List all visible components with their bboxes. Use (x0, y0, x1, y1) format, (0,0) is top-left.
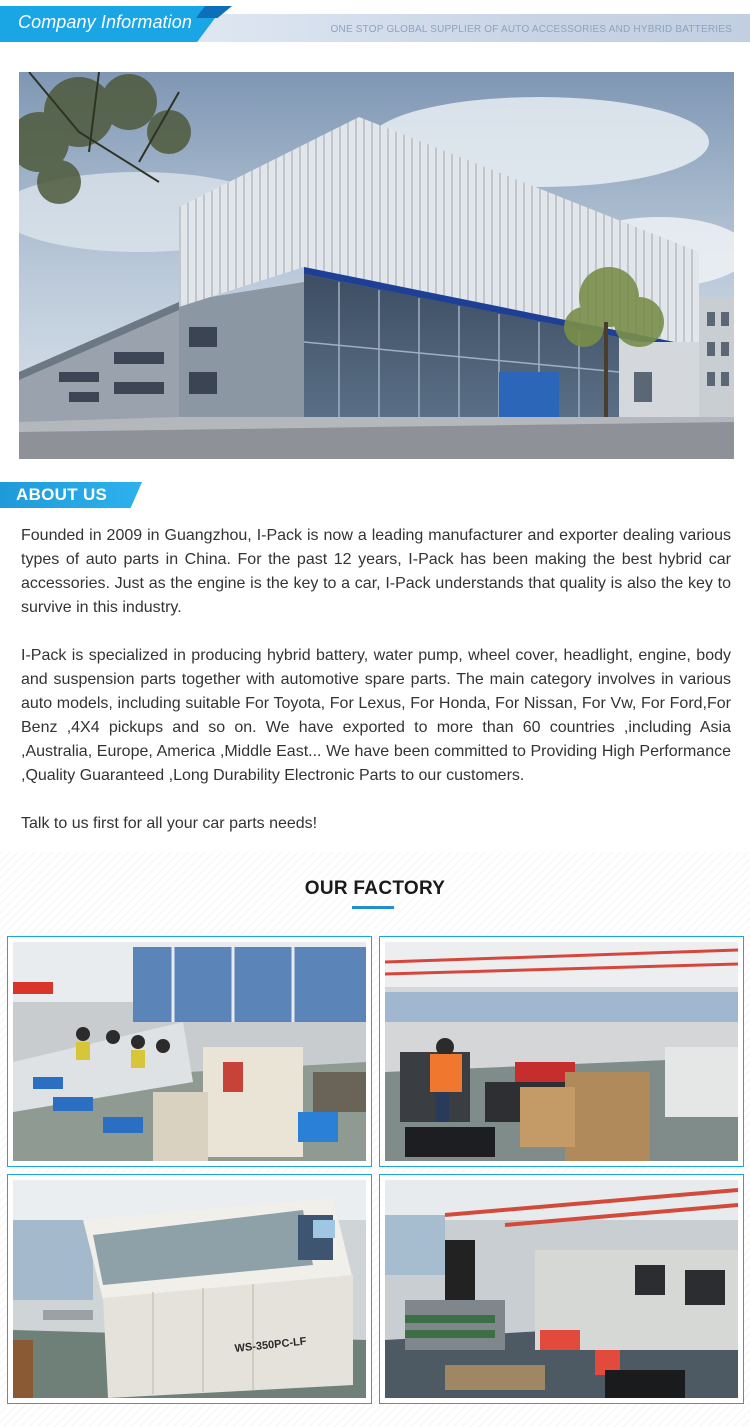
section-header (0, 0, 750, 48)
factory-title-underline (352, 906, 394, 909)
about-paragraph-1: Founded in 2009 in Guangzhou, I-Pack is now a leading manufacturer and exporter dealing various types of auto parts in China. For the past 12 years, I-Pack has been making the best hybrid car accessories. Just as the engine is the key to a car, I-Pack understands that quality is also the key to survive in this industry. (21, 527, 731, 616)
about-us-text (21, 524, 731, 860)
about-paragraph-3: Talk to us first for all your car parts needs! (21, 815, 318, 832)
machine-label: WS-350PC-LF (234, 1335, 308, 1355)
header-title: Company Information (18, 12, 192, 32)
factory-photo-soldering-machine (7, 1174, 372, 1404)
header-tagline: ONE STOP GLOBAL SUPPLIER OF AUTO ACCESSORIES AND HYBRID BATTERIES (330, 24, 732, 35)
about-paragraph-2: I-Pack is specialized in producing hybrid battery, water pump, wheel cover, headlight, engine, body and suspension parts together with automotive spare parts. The main category involves in various auto models, including suitable For Toyota, For Lexus, For Honda, For Nissan, For Vw, For Ford,For Benz ,4X4 pickups and so on. We have exported to more than 60 countries ,including Asia ,Australia, Europe, America ,Middle East... We have been committed to Providing High Performance ,Quality Guaranteed ,Long Durability Electronic Parts to our customers. (21, 647, 731, 784)
factory-photo-assembly-line (7, 936, 372, 1167)
factory-photo-packing-area (379, 936, 744, 1167)
factory-photo-testing-line (379, 1174, 744, 1404)
company-building-photo (19, 72, 734, 459)
factory-title: OUR FACTORY (304, 878, 446, 899)
about-us-title: ABOUT US (16, 485, 108, 504)
